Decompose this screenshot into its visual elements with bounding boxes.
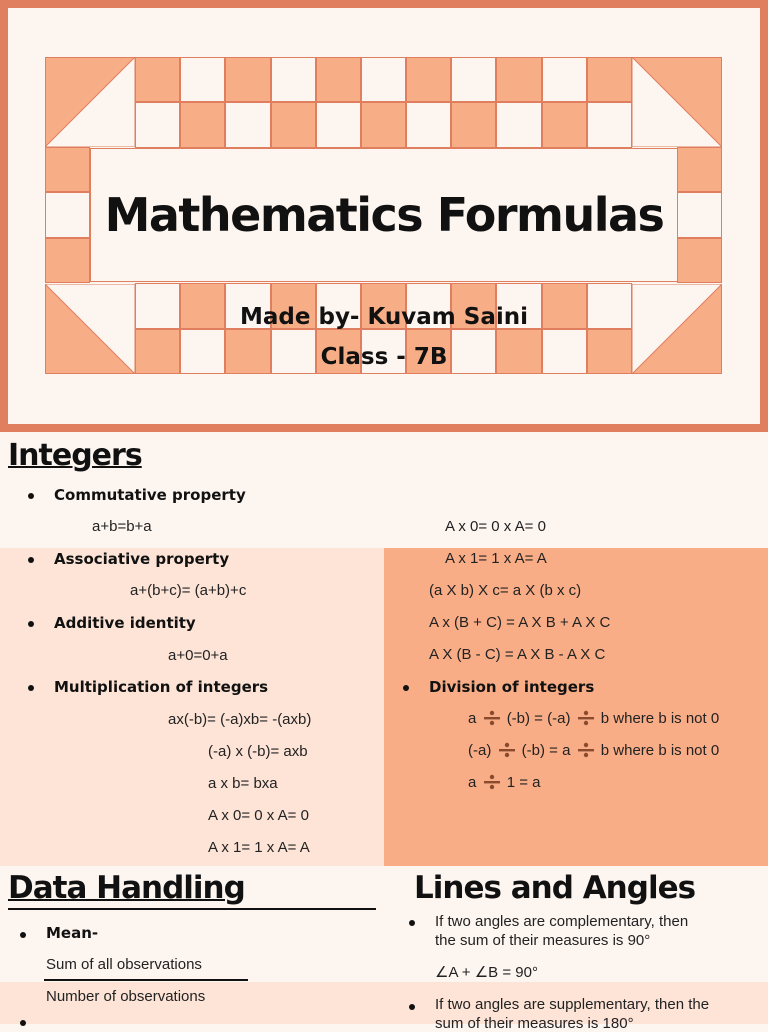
division-row: (-a) (-b) = a b where b is not 0 xyxy=(468,742,720,759)
bullet xyxy=(20,932,26,938)
right-formula: A x 1= 1 x A= A xyxy=(445,550,547,567)
author-line: Made by- Kuvam Saini xyxy=(240,304,528,330)
quilt-square xyxy=(451,102,496,147)
la-item2-line1: If two angles are supplementary, then the xyxy=(435,996,710,1013)
quilt-square xyxy=(496,57,541,102)
bullet xyxy=(403,685,409,691)
additive-formula: a+0=0+a xyxy=(168,647,228,664)
quilt-square xyxy=(271,57,316,102)
quilt-square xyxy=(406,57,451,102)
divide-icon xyxy=(483,710,501,726)
mean-label: Mean- xyxy=(46,924,99,942)
title-box xyxy=(90,148,678,282)
multiplication-label: Multiplication of integers xyxy=(54,678,269,696)
divide-icon xyxy=(483,774,501,790)
quilt-square xyxy=(180,57,225,102)
quilt-square xyxy=(361,57,406,102)
mean-denominator: Number of observations xyxy=(46,988,206,1005)
quilt-square xyxy=(45,238,90,283)
quilt-corner xyxy=(45,57,135,147)
la-item2-line2: sum of their measures is 180° xyxy=(435,1015,634,1032)
la-item1-line2: the sum of their measures is 90° xyxy=(435,932,651,949)
quilt-square xyxy=(496,102,541,147)
division-row: a (-b) = (-a) b where b is not 0 xyxy=(468,710,720,727)
right-formula: A X (B - C) = A X B - A X C xyxy=(429,646,606,663)
quilt-square xyxy=(451,57,496,102)
quilt-square xyxy=(271,102,316,147)
quilt-square xyxy=(316,57,361,102)
quilt-corner xyxy=(632,57,722,147)
quilt-square xyxy=(135,57,180,102)
quilt-square xyxy=(361,102,406,147)
additive-label: Additive identity xyxy=(54,614,196,632)
mult-formula: A x 1= 1 x A= A xyxy=(208,839,310,856)
lines-angles-heading: Lines and Angles xyxy=(414,870,696,906)
associative-label: Associative property xyxy=(54,550,230,568)
quilt-square xyxy=(677,147,722,192)
bullet xyxy=(409,1004,415,1010)
commutative-label: Commutative property xyxy=(54,486,246,504)
bullet xyxy=(20,1020,26,1026)
heading-underline xyxy=(8,908,376,910)
quilt-square xyxy=(406,102,451,147)
right-formula: A x (B + C) = A X B + A X C xyxy=(429,614,611,631)
bullet xyxy=(28,621,34,627)
la-item1-formula: ∠A + ∠B = 90° xyxy=(435,964,538,981)
bullet xyxy=(28,493,34,499)
associative-formula: a+(b+c)= (a+b)+c xyxy=(130,582,247,599)
division-row: a 1 = a xyxy=(468,774,541,791)
bullet xyxy=(28,557,34,563)
quilt-square xyxy=(542,102,587,147)
commutative-formula: a+b=b+a xyxy=(92,518,152,535)
fraction-bar xyxy=(44,979,248,981)
mult-formula: ax(-b)= (-a)xb= -(axb) xyxy=(168,711,312,728)
quilt-square xyxy=(677,192,722,237)
mult-formula: A x 0= 0 x A= 0 xyxy=(208,807,309,824)
quilt-square xyxy=(180,102,225,147)
la-item1-line1: If two angles are complementary, then xyxy=(435,913,689,930)
right-formula: (a X b) X c= a X (b x c) xyxy=(429,582,582,599)
quilt-square xyxy=(135,102,180,147)
quilt-square xyxy=(225,57,270,102)
quilt-square xyxy=(542,57,587,102)
quilt-square xyxy=(587,57,632,102)
divide-icon xyxy=(498,742,516,758)
division-label: Division of integers xyxy=(429,678,595,696)
data-handling-heading: Data Handling xyxy=(8,870,245,906)
divide-icon xyxy=(577,710,595,726)
bullet xyxy=(28,685,34,691)
quilt-square xyxy=(225,102,270,147)
right-formula: A x 0= 0 x A= 0 xyxy=(445,518,546,535)
quilt-square xyxy=(677,238,722,283)
quilt-square xyxy=(45,192,90,237)
mult-formula: a x b= bxa xyxy=(208,775,278,792)
class-line: Class - 7B xyxy=(320,344,448,370)
quilt-square xyxy=(45,147,90,192)
page-title: Mathematics Formulas xyxy=(104,188,664,242)
quilt-square xyxy=(587,102,632,147)
quilt-square xyxy=(316,102,361,147)
bullet xyxy=(409,920,415,926)
mult-formula: (-a) x (-b)= axb xyxy=(208,743,308,760)
integers-heading: Integers xyxy=(8,438,142,473)
divide-icon xyxy=(577,742,595,758)
mean-numerator: Sum of all observations xyxy=(46,956,202,973)
